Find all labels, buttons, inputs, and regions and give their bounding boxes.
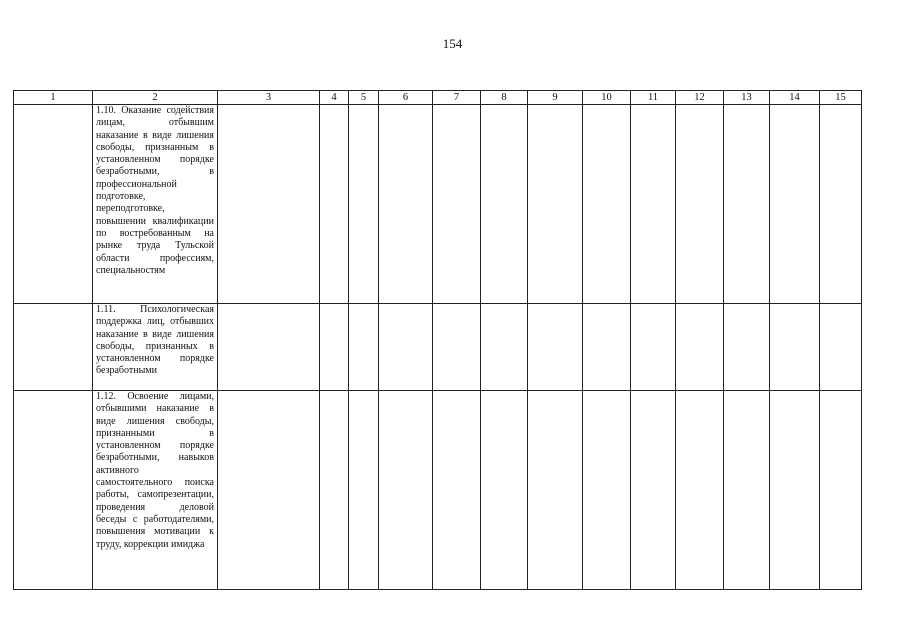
table-cell	[433, 304, 481, 391]
column-header-8: 8	[481, 91, 528, 105]
table-cell	[528, 304, 583, 391]
column-header-13: 13	[724, 91, 770, 105]
table-cell	[631, 391, 676, 590]
table-row	[14, 105, 862, 304]
table-cell	[724, 105, 770, 304]
table-cell	[770, 391, 820, 590]
table-cell	[433, 105, 481, 304]
column-header-4: 4	[320, 91, 349, 105]
column-header-15: 15	[820, 91, 862, 105]
table-cell	[14, 105, 93, 304]
column-header-2: 2	[93, 91, 218, 105]
column-header-12: 12	[676, 91, 724, 105]
table-cell	[349, 105, 379, 304]
table-cell	[676, 105, 724, 304]
column-header-3: 3	[218, 91, 320, 105]
table-cell	[676, 391, 724, 590]
column-header-14: 14	[770, 91, 820, 105]
table-cell	[583, 391, 631, 590]
table-cell	[631, 105, 676, 304]
table-cell	[481, 304, 528, 391]
table-cell	[820, 304, 862, 391]
table-cell	[528, 391, 583, 590]
table-cell	[379, 391, 433, 590]
activity-text: 1.10. Оказание содействия лицам, отбывшим наказание в виде лишения свободы, признанным в установленном порядке безработными, в профессиональной подготовке, переподготовке, повышении квалификации по востребованным на рынке труда Тульской области профессиям, специальностям	[96, 105, 214, 276]
page-number: 154	[442, 36, 463, 51]
table-cell	[724, 391, 770, 590]
table-cell	[676, 304, 724, 391]
column-header-5: 5	[349, 91, 379, 105]
column-header-11: 11	[631, 91, 676, 105]
table-cell	[379, 105, 433, 304]
table-cell	[218, 391, 320, 590]
activity-text: 1.11. Психологическая поддержка лиц, отбывших наказание в виде лишения свободы, признанных в установленном порядке безработными	[96, 304, 214, 377]
table-cell	[320, 391, 349, 590]
column-header-10: 10	[583, 91, 631, 105]
activity-description	[93, 304, 218, 391]
table-cell	[320, 304, 349, 391]
table-row	[14, 304, 862, 391]
table-row	[14, 391, 862, 590]
table-cell	[218, 105, 320, 304]
column-header-6: 6	[379, 91, 433, 105]
table-cell	[583, 304, 631, 391]
table-cell	[14, 391, 93, 590]
table-cell	[349, 304, 379, 391]
column-header-7: 7	[433, 91, 481, 105]
table-cell	[528, 105, 583, 304]
table-cell	[631, 304, 676, 391]
column-header-9: 9	[528, 91, 583, 105]
table-cell	[770, 105, 820, 304]
table-cell	[770, 304, 820, 391]
table-cell	[349, 391, 379, 590]
table-cell	[724, 304, 770, 391]
table-cell	[379, 304, 433, 391]
table-cell	[820, 391, 862, 590]
table-cell	[433, 391, 481, 590]
activity-description	[93, 391, 218, 590]
table-cell	[481, 105, 528, 304]
table-cell	[583, 105, 631, 304]
table-cell	[820, 105, 862, 304]
table-cell	[320, 105, 349, 304]
table-cell	[481, 391, 528, 590]
header-row	[14, 91, 862, 105]
plan-table	[13, 90, 862, 590]
column-header-1: 1	[14, 91, 93, 105]
activity-text: 1.12. Освоение лицами, отбывшими наказание в виде лишения свободы, признанными в установленном порядке безработными, навыков активного самостоятельного поиска работы, самопрезентации, проведения деловой беседы с работодателями, повышения мотивации к труду, коррекции имиджа	[96, 391, 214, 550]
activity-description	[93, 105, 218, 304]
table-cell	[218, 304, 320, 391]
table-cell	[14, 304, 93, 391]
